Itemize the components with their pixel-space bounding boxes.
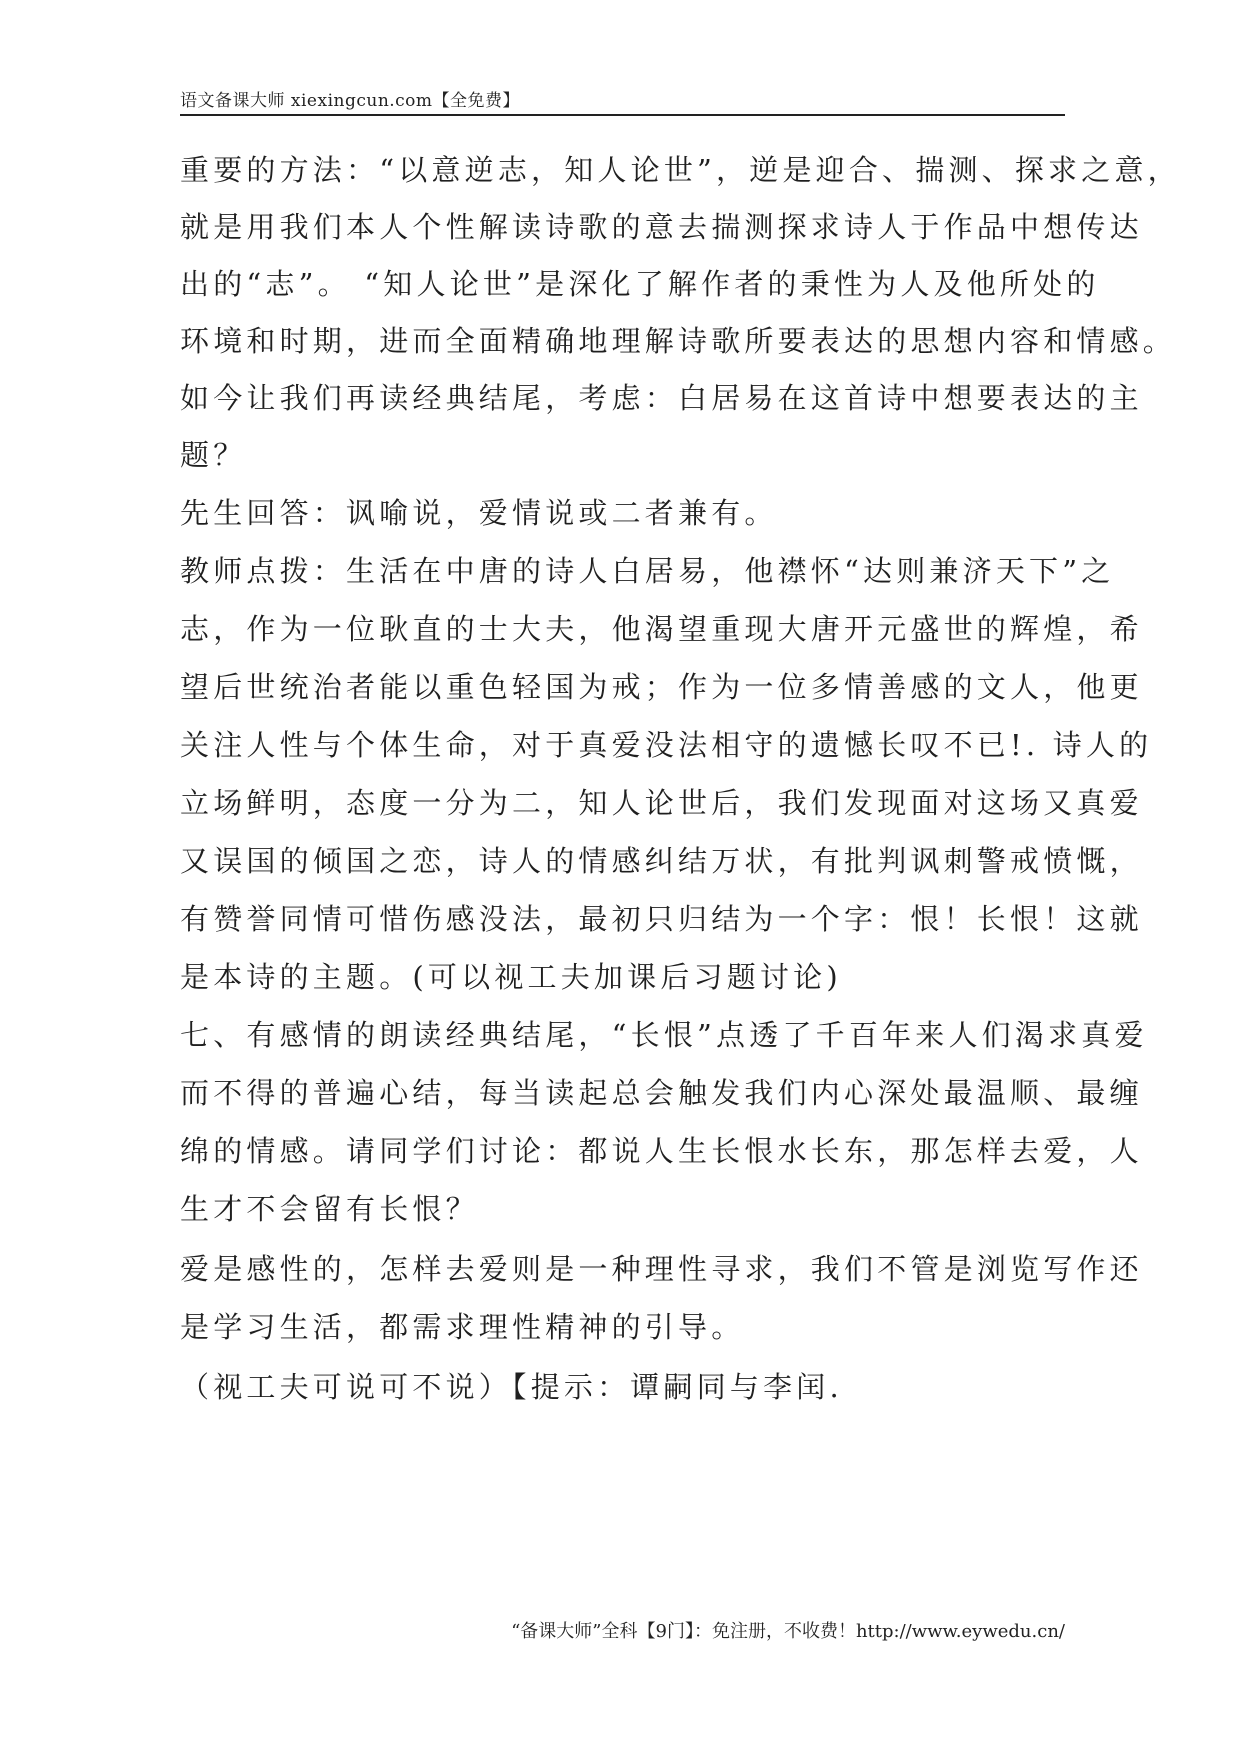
- header-divider: [180, 114, 1065, 116]
- text-line: 生才不会留有长恨？: [180, 1192, 479, 1226]
- text-line: 就是用我们本人个性解读诗歌的意去揣测探求诗人于作品中想传达: [180, 210, 1143, 244]
- text-line: 题？: [180, 438, 247, 472]
- text-line: 有赞誉同情可惜伤感没法，最初只归结为一个字：恨！长恨！这就: [180, 902, 1143, 936]
- text-line: 环境和时期，进而全面精确地理解诗歌所要表达的思想内容和情感。: [180, 324, 1177, 358]
- text-line: 是学习生活，都需求理性精神的引导。: [180, 1310, 745, 1344]
- text-line: 关注人性与个体生命，对于真爱没法相守的遗憾长叹不已!. 诗人的: [180, 728, 1153, 762]
- text-line: 志，作为一位耿直的士大夫，他渴望重现大唐开元盛世的辉煌，希: [180, 612, 1143, 646]
- text-line: 望后世统治者能以重色轻国为戒；作为一位多情善感的文人，他更: [180, 670, 1143, 704]
- text-line: 又误国的倾国之恋，诗人的情感纠结万状，有批判讽刺警戒愤慨，: [180, 844, 1143, 878]
- text-line: （视工夫可说可不说）【提示：谭嗣同与李闰.: [180, 1370, 843, 1404]
- text-line: 立场鲜明，态度一分为二，知人论世后，我们发现面对这场又真爱: [180, 786, 1143, 820]
- text-line: 是本诗的主题。(可以视工夫加课后习题讨论): [180, 960, 842, 994]
- page-header: 语文备课大师 xiexingcun.com【全免费】: [180, 91, 521, 111]
- text-line: 如今让我们再读经典结尾，考虑：白居易在这首诗中想要表达的主: [180, 381, 1143, 415]
- text-line: 七、有感情的朗读经典结尾，“长恨”点透了千百年来人们渴求真爱: [180, 1018, 1148, 1052]
- page-footer: “备课大师”全科【9门】：免注册，不收费！http://www.eywedu.cn/: [511, 1621, 1065, 1642]
- text-line: 教师点拨：生活在中唐的诗人白居易，他襟怀“达则兼济天下”之: [180, 554, 1115, 588]
- text-line: 爱是感性的，怎样去爱则是一种理性寻求，我们不管是浏览写作还: [180, 1252, 1143, 1286]
- text-line: 重要的方法：“以意逆志，知人论世”，逆是迎合、揣测、探求之意，: [180, 153, 1181, 187]
- text-line: 先生回答：讽喻说，爱情说或二者兼有。: [180, 496, 778, 530]
- text-line: 绵的情感。请同学们讨论：都说人生长恨水长东，那怎样去爱，人: [180, 1134, 1143, 1168]
- text-line: 出的“志”。 “知人论世”是深化了解作者的秉性为人及他所处的: [180, 267, 1100, 301]
- text-line: 而不得的普遍心结，每当读起总会触发我们内心深处最温顺、最缠: [180, 1076, 1143, 1110]
